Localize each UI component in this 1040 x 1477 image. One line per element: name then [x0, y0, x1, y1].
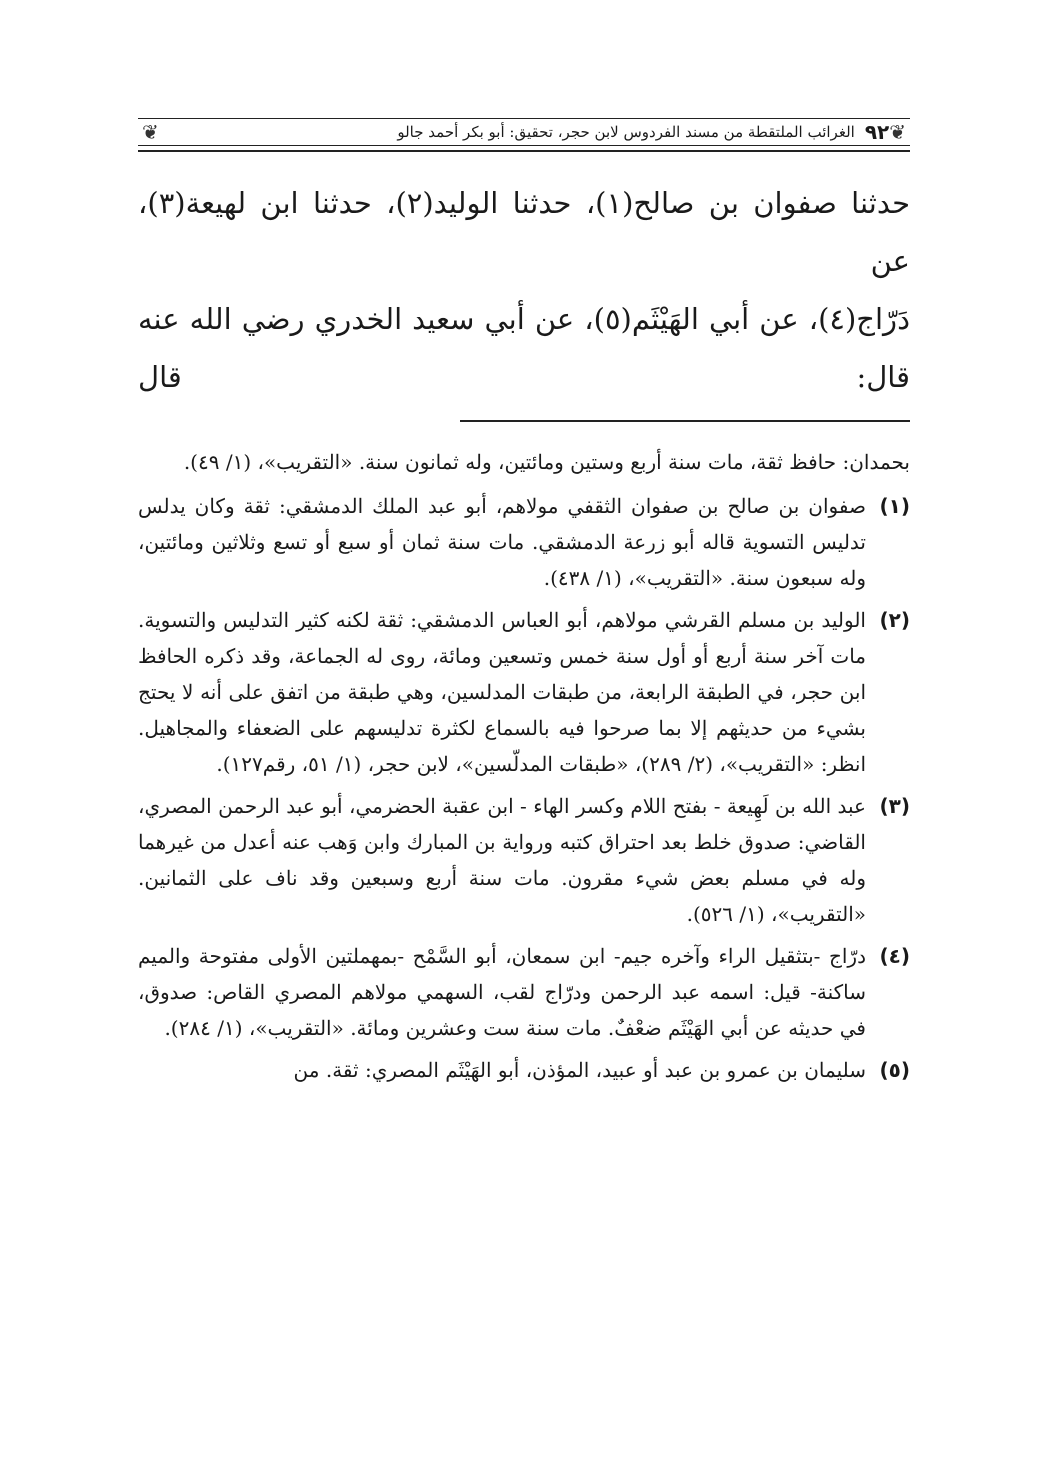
footnotes [138, 444, 910, 1088]
ornament-left-icon: ❦ [142, 120, 159, 144]
footnote-text: سليمان بن عمرو بن عبد أو عبيد، المؤذن، أبو الهَيْثَم المصري: ثقة. من [293, 1058, 866, 1082]
footnote-text: صفوان بن صالح بن صفوان الثقفي مولاهم، أبو عبد الملك الدمشقي: ثقة وكان يدلس تدليس التسوية قاله أبو زرعة الدمشقي. مات سنة ثمان أو سبع أو تسع وثلاثين ومائتين، وله سبعون سنة. «التقريب»، (١/ ٤٣٨). [138, 494, 866, 590]
page-header [138, 100, 910, 152]
footnote-number: (٣) [879, 794, 910, 818]
footnote-number: (٥) [879, 1058, 910, 1082]
page-number: ٩٢ [864, 120, 890, 144]
footnote-number: (٢) [879, 608, 910, 632]
footnote-2 [138, 602, 910, 782]
main-text [138, 174, 910, 406]
main-text-line-1: حدثنا صفوان بن صالح(١)، حدثنا الوليد(٢)، حدثنا ابن لهيعة(٣)، عن [138, 186, 910, 278]
footnote-divider [460, 420, 910, 422]
footnote-text: الوليد بن مسلم القرشي مولاهم، أبو العباس الدمشقي: ثقة لكنه كثير التدليس والتسوية. مات آخر سنة أربع أو أول سنة خمس وتسعين ومائة، روى له الجماعة، وقد ذكره الحافظ ابن حجر، في الطبقة الرابعة، من طبقات المدلسين، وهي طبقة من اتفق على أنه لا يحتج بشيء من حديثهم إلا بما صرحوا فيه بالسماع لكثرة تدليسهم على الضعفاء والمجاهيل. انظر: «التقريب»، (٢/ ٢٨٩)، «طبقات المدلّسين»، لابن حجر، (١/ ٥١، رقم١٢٧). [138, 608, 866, 776]
footnote-continued-text: بحمدان: حافظ ثقة، مات سنة أربع وستين ومائتين، وله ثمانون سنة. «التقريب»، (١/ ٤٩). [183, 450, 910, 474]
footnote-number: (٤) [879, 944, 910, 968]
running-title: الغرائب الملتقطة من مسند الفردوس لابن حجر، تحقيق: أبو بكر أحمد جالو [397, 123, 855, 141]
footnote-5 [138, 1052, 910, 1088]
header-frame [138, 118, 910, 146]
footnote-3 [138, 788, 910, 932]
footnote-number: (١) [879, 494, 910, 518]
main-text-line-2: دَرّاج(٤)، عن أبي الهَيْثَم(٥)، عن أبي سعيد الخدري رضي الله عنه قال: قال [138, 302, 910, 394]
footnote-text: درّاج -بتثقيل الراء وآخره جيم- ابن سمعان، أبو السَّمْح -بمهملتين الأولى مفتوحة والميم ساكنة- قيل: اسمه عبد الرحمن ودرّاج لقب، السهمي مولاهم المصري القاص: صدوق، في حديثه عن أبي الهَيْثَم ضعْفٌ. مات سنة ست وعشرين ومائة. «التقريب»، (١/ ٢٨٤). [138, 944, 866, 1040]
page [138, 100, 910, 1094]
footnote-1 [138, 488, 910, 596]
footnote-4 [138, 938, 910, 1046]
ornament-right-icon: ❦ [889, 120, 906, 144]
footnote-text: عبد الله بن لَهِيعة - بفتح اللام وكسر الهاء - ابن عقبة الحضرمي، أبو عبد الرحمن المصري، القاضي: صدوق خلط بعد احتراق كتبه ورواية بن المبارك وابن وَهب عنه أعدل من غيرهما وله في مسلم بعض شيء مقرون. مات سنة أربع وسبعين وقد ناف على الثمانين. «التقريب»، (١/ ٥٢٦). [138, 794, 866, 926]
